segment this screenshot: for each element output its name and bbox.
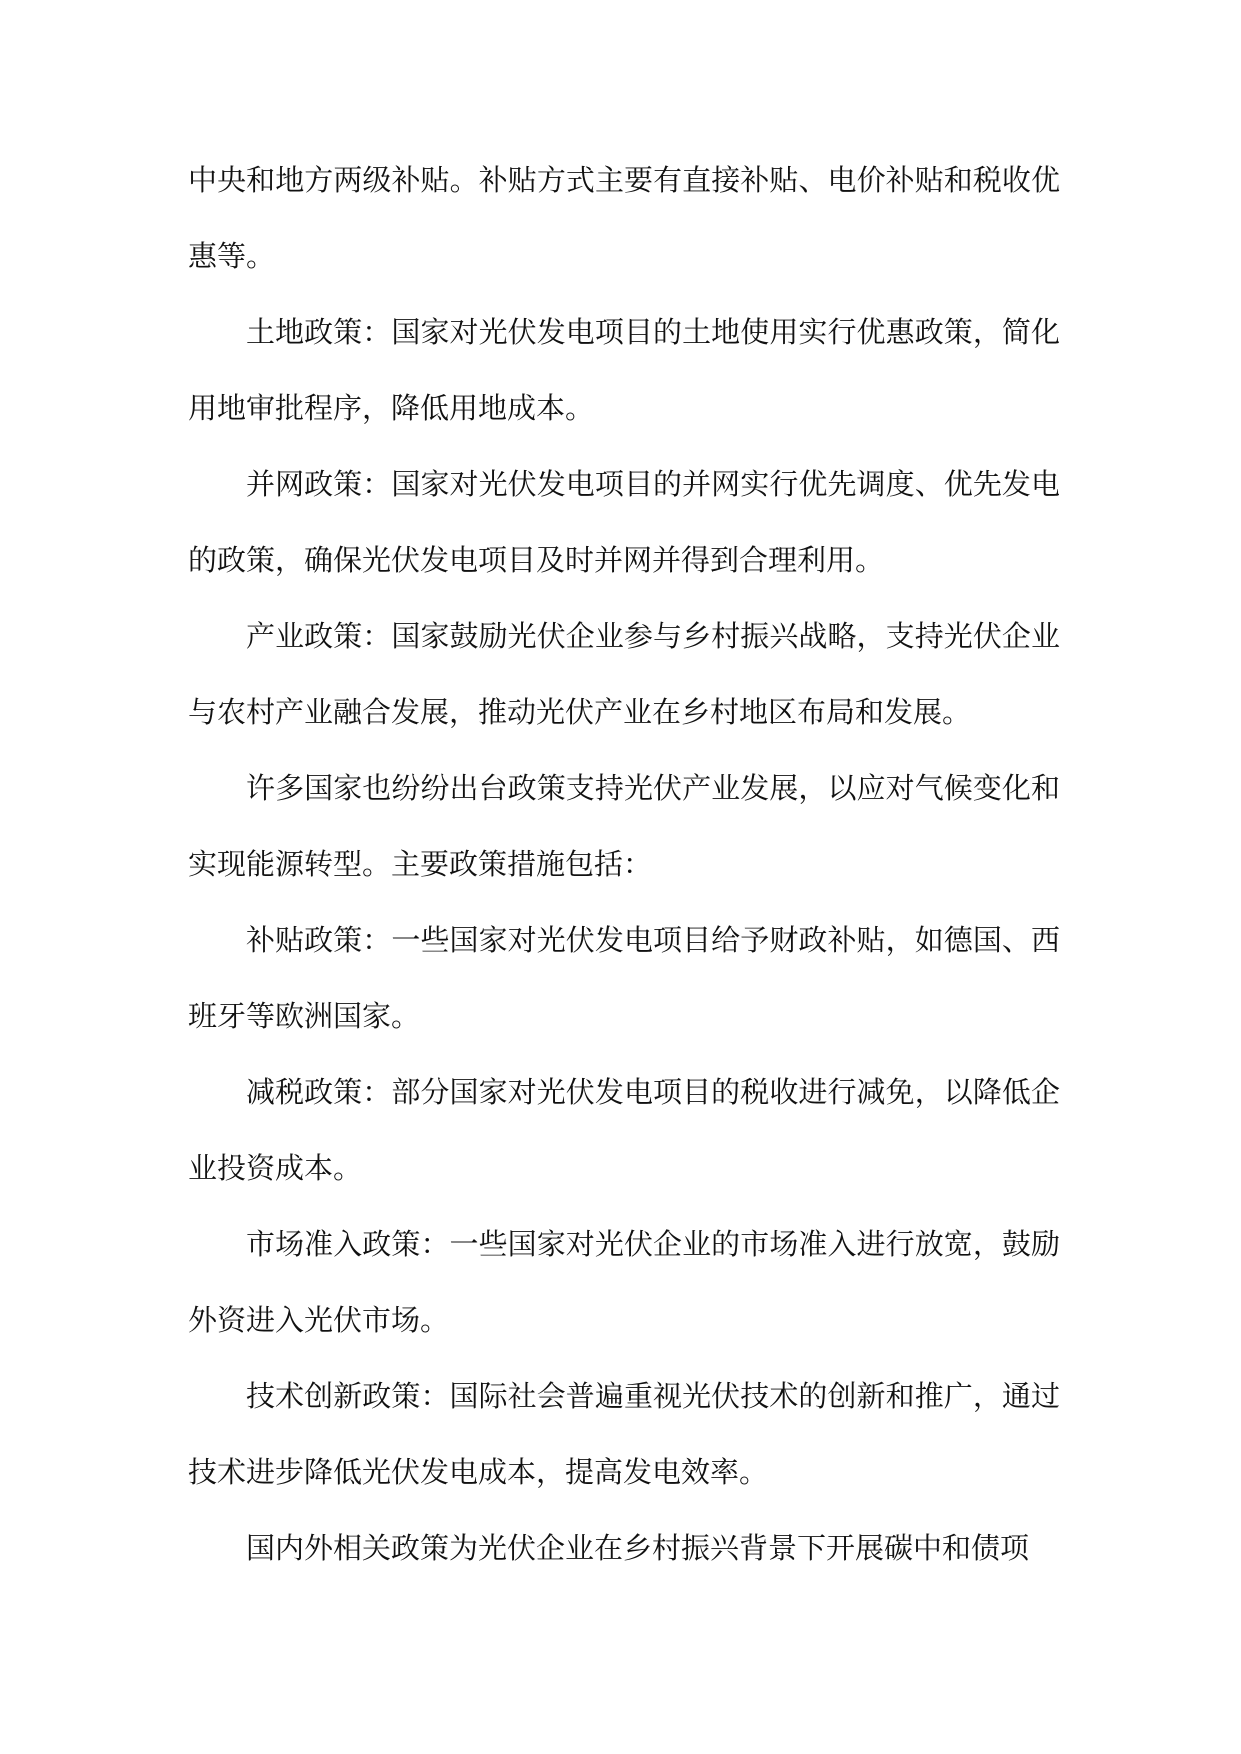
paragraph-tax-policy: 减税政策：部分国家对光伏发电项目的税收进行减免，以降低企业投资成本。 <box>188 1075 1060 1185</box>
paragraph-tech-innovation-policy: 技术创新政策：国际社会普遍重视光伏技术的创新和推广，通过技术进步降低光伏发电成本，提高发电效率。 <box>188 1379 1060 1489</box>
paragraph-international-intro: 许多国家也纷纷出台政策支持光伏产业发展，以应对气候变化和实现能源转型。主要政策措施包括： <box>188 771 1060 881</box>
paragraph-grid-policy: 并网政策：国家对光伏发电项目的并网实行优先调度、优先发电的政策，确保光伏发电项目及时并网并得到合理利用。 <box>188 467 1060 577</box>
paragraph-conclusion: 国内外相关政策为光伏企业在乡村振兴背景下开展碳中和债项 <box>246 1531 1030 1565</box>
document-body <box>188 142 1060 1586</box>
paragraph-industry-policy: 产业政策：国家鼓励光伏企业参与乡村振兴战略，支持光伏企业与农村产业融合发展，推动光伏产业在乡村地区布局和发展。 <box>188 619 1060 729</box>
paragraph-subsidy-policy: 补贴政策：一些国家对光伏发电项目给予财政补贴，如德国、西班牙等欧洲国家。 <box>188 923 1060 1033</box>
paragraph-market-access-policy: 市场准入政策：一些国家对光伏企业的市场准入进行放宽，鼓励外资进入光伏市场。 <box>188 1227 1060 1337</box>
paragraph-continuation: 中央和地方两级补贴。补贴方式主要有直接补贴、电价补贴和税收优惠等。 <box>188 163 1060 273</box>
paragraph-land-policy: 土地政策：国家对光伏发电项目的土地使用实行优惠政策，简化用地审批程序，降低用地成本。 <box>188 315 1060 425</box>
